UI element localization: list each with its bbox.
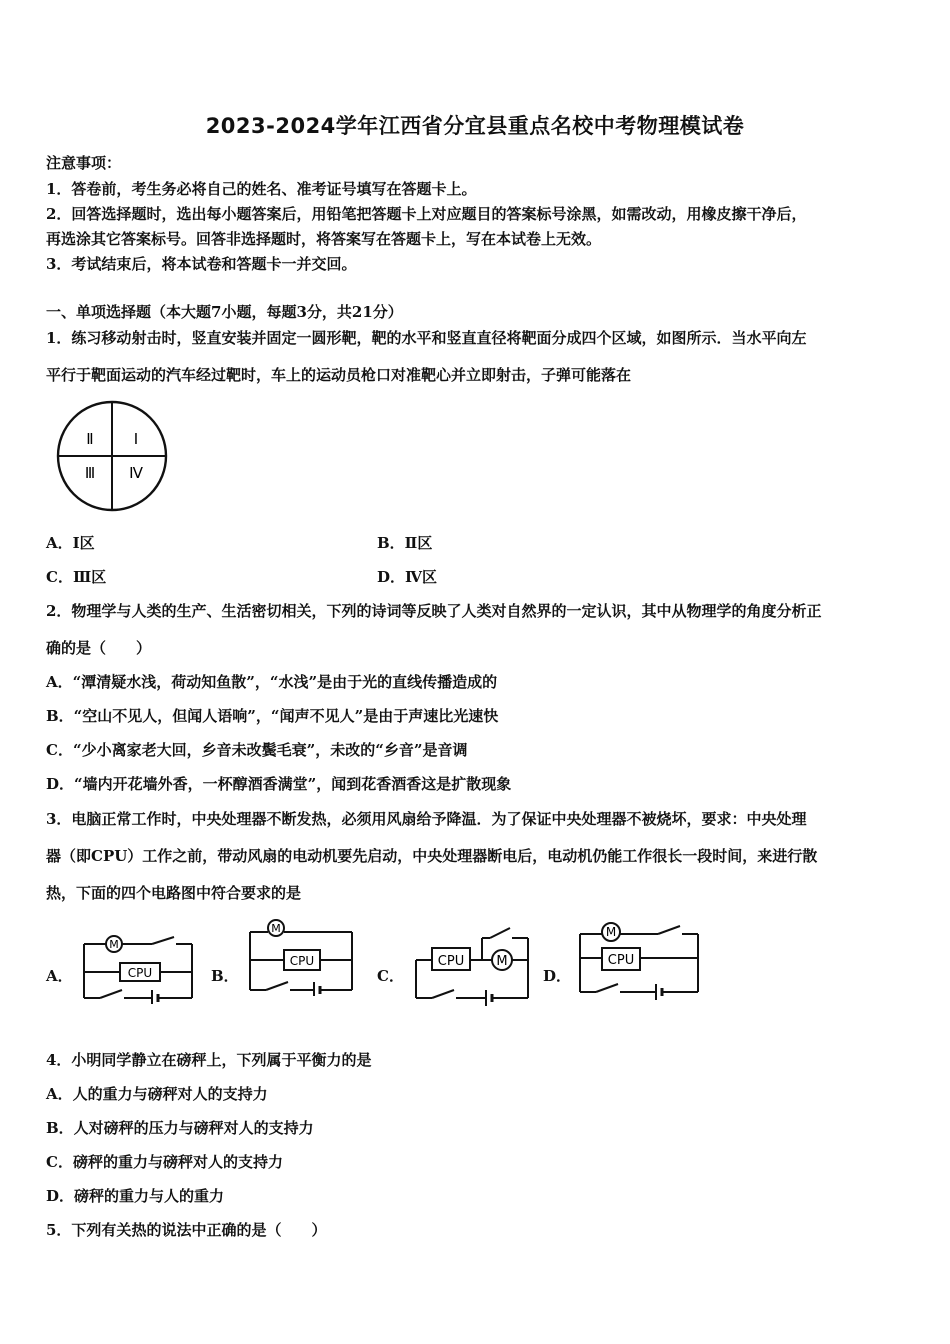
cpu-label: CPU: [437, 954, 465, 969]
cpu-label: CPU: [607, 953, 635, 968]
motor-label: M: [109, 938, 119, 951]
question-3-text: 热，下面的四个电路图中符合要求的是: [46, 884, 302, 902]
question-5-text: 5．下列有关热的说法中正确的是（ ）: [46, 1221, 327, 1239]
circuit-a: [78, 928, 198, 1004]
q2-option-b: B．“空山不见人，但闻人语响”，“闻声不见人”是由于声速比光速快: [46, 707, 499, 725]
q4-option-c: C．磅秤的重力与磅秤对人的支持力: [46, 1153, 283, 1171]
q3-option-a-label: A．: [46, 967, 73, 985]
question-3-text: 器（即CPU）工作之前，带动风扇的电动机要先启动，中央处理器断电后，电动机仍能工作很长一段时间，来进行散: [46, 847, 818, 865]
motor-label: M: [271, 922, 281, 935]
cpu-label: CPU: [289, 954, 315, 968]
q1-option-b: B．Ⅱ区: [377, 534, 433, 552]
region-1-label: Ⅰ: [133, 430, 139, 448]
section-heading: 一、单项选择题（本大题7小题，每题3分，共21分）: [46, 303, 403, 321]
target-diagram: [52, 398, 176, 514]
question-3-text: 3．电脑正常工作时，中央处理器不断发热，必须用风扇给予降温．为了保证中央处理器不被烧坏，要求：中央处理: [46, 810, 807, 828]
notice-heading: 注意事项：: [46, 154, 122, 172]
q2-option-a: A．“潭清疑水浅，荷动知鱼散”，“水浅”是由于光的直线传播造成的: [46, 673, 498, 691]
q2-option-c: C．“少小离家老大回，乡音未改鬓毛衰”，未改的“乡音”是音调: [46, 741, 468, 759]
motor-label: M: [605, 925, 617, 939]
q1-option-a: A．Ⅰ区: [46, 534, 95, 552]
q2-option-d: D．“墙内开花墙外香，一杯醇酒香满堂”，闻到花香酒香这是扩散现象: [46, 775, 512, 793]
q4-option-a: A．人的重力与磅秤对人的支持力: [46, 1085, 268, 1103]
motor-label: M: [496, 954, 508, 969]
region-2-label: Ⅱ: [86, 430, 94, 448]
circuit-c: [410, 918, 534, 1008]
page-title: 2023-2024学年江西省分宜县重点名校中考物理模试卷: [205, 114, 745, 138]
question-4-text: 4．小明同学静立在磅秤上，下列属于平衡力的是: [46, 1051, 372, 1069]
question-1-text: 1．练习移动射击时，竖直安装并固定一圆形靶，靶的水平和竖直直径将靶面分成四个区域，如图所示．当水平向左: [46, 329, 807, 347]
q4-option-b: B．人对磅秤的压力与磅秤对人的支持力: [46, 1119, 314, 1137]
notice-item: 再选涂其它答案标号。回答非选择题时，将答案写在答题卡上，写在本试卷上无效。: [46, 230, 602, 248]
q3-option-c-label: C．: [377, 967, 404, 985]
q1-option-c: C．Ⅲ区: [46, 568, 107, 586]
q3-option-b-label: B．: [211, 967, 239, 985]
circuit-d: [574, 916, 704, 1000]
notice-item: 3．考试结束后，将本试卷和答题卡一并交回。: [46, 255, 357, 273]
q4-option-d: D．磅秤的重力与人的重力: [46, 1187, 225, 1205]
region-3-label: Ⅲ: [84, 464, 96, 482]
notice-item: 1．答卷前，考生务必将自己的姓名、准考证号填写在答题卡上。: [46, 180, 477, 198]
region-4-label: Ⅳ: [129, 464, 143, 482]
q1-option-d: D．Ⅳ区: [377, 568, 438, 586]
cpu-label: CPU: [127, 966, 153, 980]
notice-item: 2．回答选择题时，选出每小题答案后，用铅笔把答题卡上对应题目的答案标号涂黑，如需改动，用橡皮擦干净后，: [46, 205, 807, 223]
q3-option-d-label: D．: [543, 967, 572, 985]
question-2-text: 确的是（ ）: [46, 639, 152, 657]
question-1-text: 平行于靶面运动的汽车经过靶时，车上的运动员枪口对准靶心并立即射击，子弹可能落在: [46, 366, 632, 384]
circuit-b: [244, 914, 360, 996]
question-2-text: 2．物理学与人类的生产、生活密切相关，下列的诗词等反映了人类对自然界的一定认识，其中从物理学的角度分析正: [46, 602, 822, 620]
